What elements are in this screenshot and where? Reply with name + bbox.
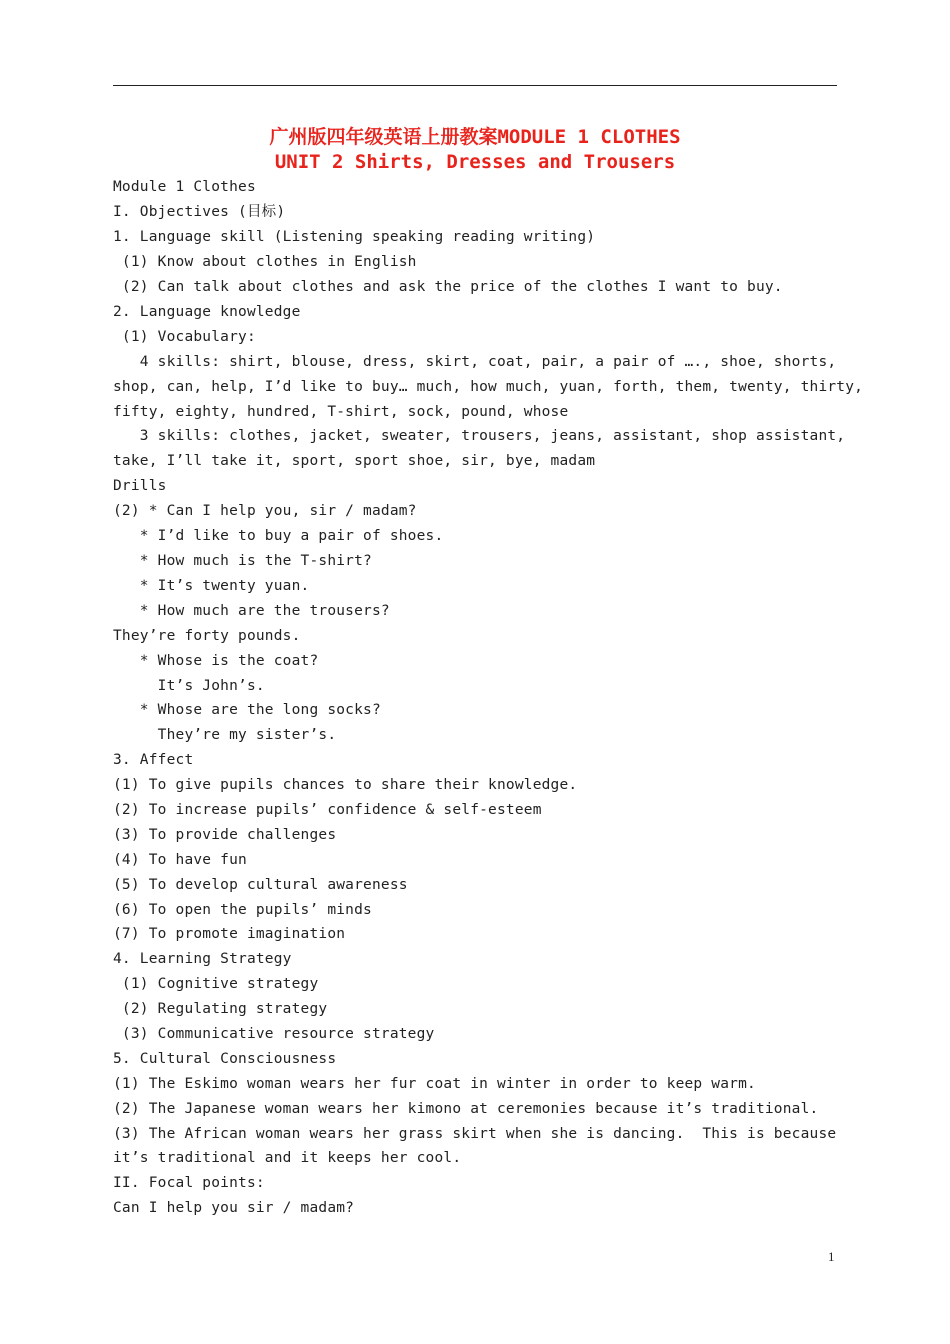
text-line: (6) To open the pupils’ minds [113,902,372,918]
text-line: (2) * Can I help you, sir / madam? [113,503,417,519]
text-line: (1) Vocabulary: [113,329,256,345]
header-rule [113,85,837,86]
text-line: They’re my sister’s. [113,727,337,743]
text-line: * How much are the trousers? [113,603,390,619]
document-subtitle: UNIT 2 Shirts, Dresses and Trousers [274,151,676,173]
text-line: (4) To have fun [113,852,247,868]
text-line: (7) To promote imagination [113,926,346,942]
text-line: * I’d like to buy a pair of shoes. [113,528,444,544]
text-line: 2. Language knowledge [113,304,301,320]
text-line: 4. Learning Strategy [113,951,292,967]
text-line: it’s traditional and it keeps her cool. [113,1150,462,1166]
text-line: fifty, eighty, hundred, T-shirt, sock, pound, whose [113,404,569,420]
text-line: Can I help you sir / madam? [113,1200,355,1216]
text-line: (1) The Eskimo woman wears her fur coat in winter in order to keep warm. [113,1076,756,1092]
text-line: 4 skills: shirt, blouse, dress, skirt, coat, pair, a pair of …., shoe, shorts, [113,354,837,370]
text-line: Module 1 Clothes [113,179,256,195]
text-line: (5) To develop cultural awareness [113,877,408,893]
text-line: (1) Know about clothes in English [113,254,417,270]
text-line: * How much is the T-shirt? [113,553,372,569]
text-line: (3) The African woman wears her grass skirt when she is dancing. This is because [113,1126,837,1142]
text-line: (2) Can talk about clothes and ask the price of the clothes I want to buy. [113,279,783,295]
text-line: (3) To provide challenges [113,827,337,843]
text-line: (2) The Japanese woman wears her kimono at ceremonies because it’s traditional. [113,1101,819,1117]
text-line: I. Objectives (目标) [113,204,286,220]
text-line: 1. Language skill (Listening speaking reading writing) [113,229,596,245]
text-line: (1) Cognitive strategy [113,976,319,992]
text-line: (3) Communicative resource strategy [113,1026,435,1042]
text-line: Drills [113,478,167,494]
text-line: II. Focal points: [113,1175,265,1191]
text-line: 3. Affect [113,752,194,768]
text-line: * Whose are the long socks? [113,702,381,718]
text-line: 5. Cultural Consciousness [113,1051,337,1067]
text-line: * It’s twenty yuan. [113,578,310,594]
page-number: 1 [828,1249,835,1264]
text-line: They’re forty pounds. [113,628,301,644]
text-line: take, I’ll take it, sport, sport shoe, sir, bye, madam [113,453,596,469]
text-line: 3 skills: clothes, jacket, sweater, trousers, jeans, assistant, shop assistant, [113,428,846,444]
document-title: 广州版四年级英语上册教案MODULE 1 CLOTHES [269,126,681,148]
text-line: (2) To increase pupils’ confidence & self-esteem [113,802,542,818]
text-line: shop, can, help, I’d like to buy… much, how much, yuan, forth, them, twenty, thirty, [113,379,864,395]
text-line: * Whose is the coat? [113,653,319,669]
text-line: (1) To give pupils chances to share their knowledge. [113,777,578,793]
text-line: It’s John’s. [113,678,265,694]
text-line: (2) Regulating strategy [113,1001,328,1017]
